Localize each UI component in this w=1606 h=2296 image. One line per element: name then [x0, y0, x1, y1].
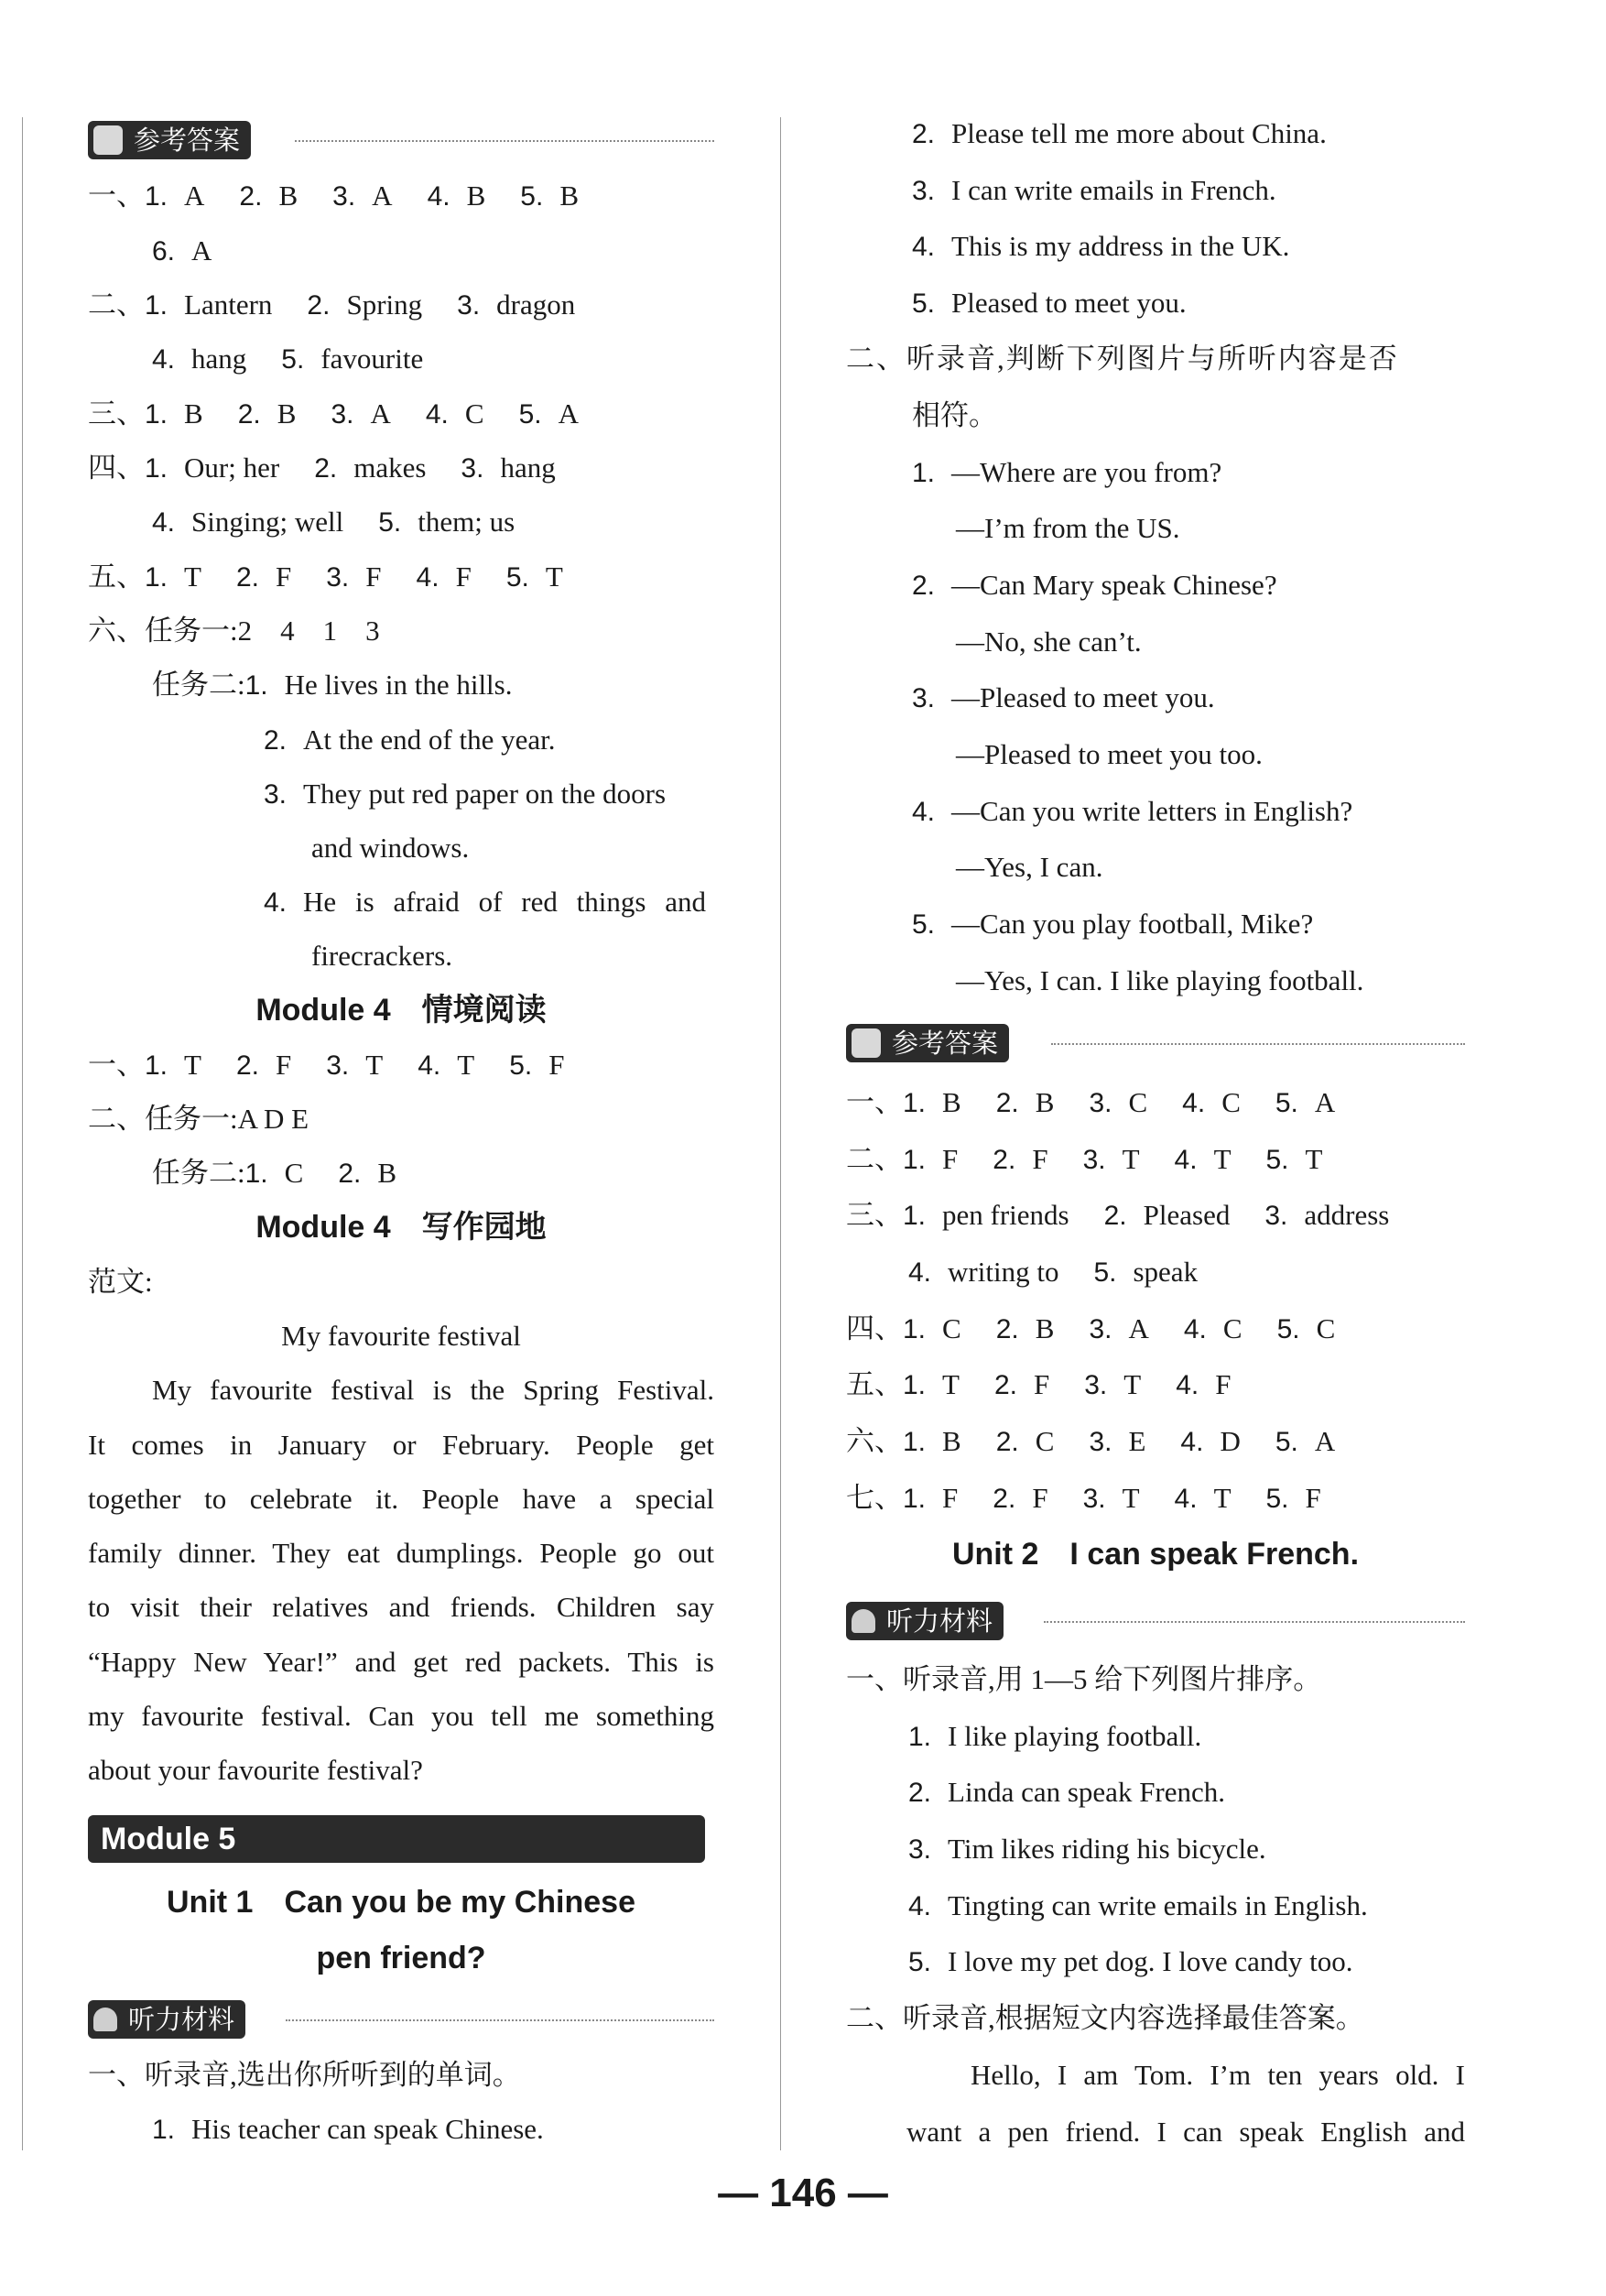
answer-row-1b: 6. A	[152, 234, 212, 267]
dialog-5a: 5. —Can you play football, Mike?	[912, 908, 1314, 940]
dialog-2a: 2. —Can Mary speak Chinese?	[912, 569, 1277, 601]
section2-title: 二、听录音,判断下列图片与所听内容是否	[846, 343, 1399, 375]
right-answer-row-7: 七、1. F 2. F 3. T 4. T 5. F	[846, 1482, 1321, 1514]
listening-label-right: 听力材料	[886, 1605, 993, 1637]
right-item-4: 4. This is my address in the UK.	[912, 230, 1290, 262]
dialog-5b: —Yes, I can. I like playing football.	[956, 964, 1364, 996]
answer-row-2b: 4. hang 5. favourite	[152, 343, 424, 375]
answer-row-6-task2-3b: and windows.	[311, 832, 470, 864]
answer-key-label: 参考答案	[134, 125, 241, 156]
essay-title: My favourite festival	[281, 1320, 521, 1352]
essay-line-7: my favourite festival. Can you tell me something	[88, 1700, 714, 1732]
dialog-4a: 4. —Can you write letters in English?	[912, 795, 1353, 827]
right-answer-row-1: 一、1. B 2. B 3. C 4. C 5. A	[846, 1086, 1336, 1118]
answer-key-tag-right	[846, 1024, 1009, 1062]
answer-row-1: 一、1. A 2. B 3. A 4. B 5. B	[88, 180, 579, 212]
answer-row-6-task2-4: 4. He is afraid of red things and	[264, 886, 707, 918]
listening-tag-left	[88, 2000, 245, 2039]
headphones-icon	[852, 1609, 875, 1633]
right-item-3: 3. I can write emails in French.	[912, 174, 1276, 206]
answer-row-5: 五、1. T 2. F 3. F 4. F 5. T	[88, 560, 563, 593]
answer-row-6-task2-3: 3. They put red paper on the doors	[264, 778, 667, 810]
dialog-3b: —Pleased to meet you too.	[956, 738, 1263, 770]
right-answer-row-6: 六、1. B 2. C 3. E 4. D 5. A	[846, 1425, 1336, 1457]
l1-item-3: 3. Tim likes riding his bicycle.	[908, 1833, 1266, 1865]
l2-title: 二、听录音,根据短文内容选择最佳答案。	[846, 2002, 1364, 2034]
reading-row-2-task2: 任务二:1. C 2. B	[152, 1157, 397, 1189]
right-answer-row-4: 四、1. C 2. B 3. A 4. C 5. C	[846, 1312, 1336, 1344]
left-margin-line	[22, 117, 23, 2150]
essay-line-1: My favourite festival is the Spring Festival.	[152, 1374, 714, 1406]
essay-line-5: to visit their relatives and friends. Children say	[88, 1591, 714, 1623]
right-answer-row-2: 二、1. F 2. F 3. T 4. T 5. T	[846, 1143, 1323, 1175]
answer-row-4b: 4. Singing; well 5. them; us	[152, 506, 515, 538]
listen1-item-1: 1. His teacher can speak Chinese.	[152, 2113, 544, 2145]
answer-row-6-task2: 任务二:1. He lives in the hills.	[152, 669, 513, 701]
right-item-2: 2. Please tell me more about China.	[912, 117, 1327, 149]
answer-key-tag	[88, 121, 251, 159]
answer-row-2: 二、1. Lantern 2. Spring 3. dragon	[88, 288, 576, 321]
dialog-4b: —Yes, I can.	[956, 851, 1103, 883]
answer-key-label-right: 参考答案	[892, 1028, 999, 1059]
essay-line-6: “Happy New Year!” and get red packets. This is	[88, 1646, 714, 1678]
listening-tag-right	[846, 1602, 1004, 1640]
tag-dotted-rule-4	[1044, 1621, 1465, 1623]
tag-dotted-rule-2	[286, 2019, 714, 2021]
essay-line-8: about your favourite festival?	[88, 1754, 423, 1786]
heading-module4-writing: Module 4 写作园地	[255, 1210, 547, 1245]
dialog-2b: —No, she can’t.	[956, 626, 1142, 658]
unit2-title: Unit 2 I can speak French.	[951, 1537, 1360, 1572]
right-answer-row-5: 五、1. T 2. F 3. T 4. F	[846, 1368, 1232, 1400]
reading-row-1: 一、1. T 2. F 3. T 4. T 5. F	[88, 1049, 565, 1081]
unit1-title-line2: pen friend?	[316, 1941, 486, 1975]
listening-label: 听力材料	[128, 2004, 235, 2035]
l1-item-5: 5. I love my pet dog. I love candy too.	[908, 1945, 1353, 1977]
page-number: — 146 —	[718, 2171, 888, 2215]
essay-line-2: It comes in January or February. People get	[88, 1429, 714, 1461]
l2-line-2: want a pen friend. I can speak English and	[906, 2116, 1465, 2148]
unit1-title-line1: Unit 1 Can you be my Chinese	[167, 1885, 635, 1920]
module5-bar: Module 5	[88, 1815, 705, 1863]
essay-line-3: together to celebrate it. People have a special	[88, 1483, 714, 1515]
book-icon	[852, 1028, 881, 1058]
sample-label: 范文:	[88, 1266, 153, 1298]
heading-module4-reading: Module 4 情境阅读	[255, 993, 547, 1028]
dialog-3a: 3. —Pleased to meet you.	[912, 681, 1215, 713]
section2-title-cont: 相符。	[912, 399, 997, 431]
l1-item-1: 1. I like playing football.	[908, 1720, 1202, 1752]
dialog-1a: 1. —Where are you from?	[912, 456, 1222, 488]
answer-row-6: 六、任务一:2 4 1 3	[88, 615, 380, 647]
answer-row-6-task2-2: 2. At the end of the year.	[264, 724, 556, 756]
l2-line-1: Hello, I am Tom. I’m ten years old. I	[971, 2059, 1465, 2091]
dialog-1b: —I’m from the US.	[956, 512, 1180, 544]
answer-row-6-task2-4b: firecrackers.	[311, 940, 453, 972]
tag-dotted-rule	[295, 140, 714, 142]
reading-row-2: 二、任务一:A D E	[88, 1103, 309, 1135]
essay-line-4: family dinner. They eat dumplings. People go out	[88, 1537, 714, 1569]
right-item-5: 5. Pleased to meet you.	[912, 287, 1187, 319]
l1-item-2: 2. Linda can speak French.	[908, 1776, 1226, 1808]
answer-row-3: 三、1. B 2. B 3. A 4. C 5. A	[88, 397, 579, 430]
l1-item-4: 4. Tingting can write emails in English.	[908, 1889, 1368, 1921]
l1-title: 一、听录音,用 1—5 给下列图片排序。	[846, 1663, 1322, 1695]
column-divider	[780, 117, 781, 2150]
book-icon	[93, 125, 123, 155]
listen1-title: 一、听录音,选出你所听到的单词。	[88, 2059, 521, 2091]
right-answer-row-3: 三、1. pen friends 2. Pleased 3. address	[846, 1199, 1390, 1231]
headphones-icon	[93, 2008, 117, 2031]
answer-row-4: 四、1. Our; her 2. makes 3. hang	[88, 452, 556, 484]
tag-dotted-rule-3	[1051, 1043, 1465, 1045]
right-answer-row-3b: 4. writing to 5. speak	[908, 1256, 1199, 1288]
